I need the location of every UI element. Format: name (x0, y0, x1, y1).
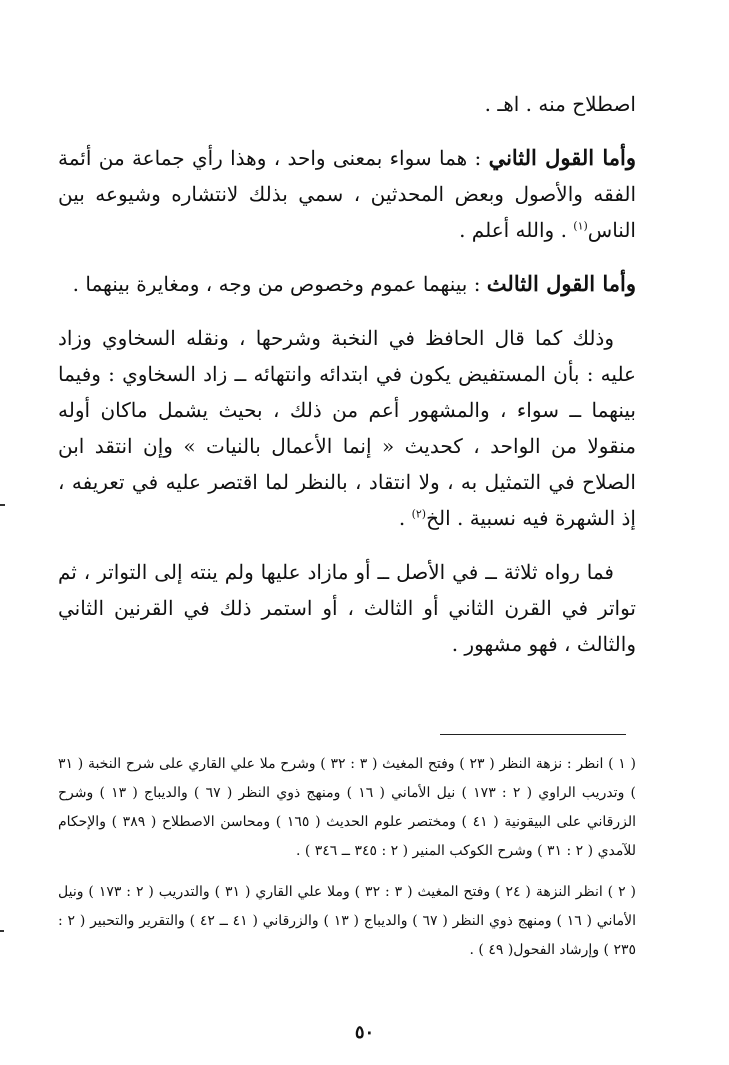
scan-mark (0, 504, 5, 506)
main-text (58, 86, 636, 680)
footnote-ref-2[interactable]: (٢) (411, 507, 427, 521)
paragraph-4-text: وذلك كما قال الحافظ في النخبة وشرحها ، ونقله السخاوي وزاد عليه : بأن المستفيض يكون في ابتدائه وانتهائه ــ زاد السخاوي : وفيما بينهما ــ سواء ، والمشهور أعم من ذلك ، بحيث يشمل ماكان أوله منقولا من الواحد ، كحديث « إنما الأعمال بالنيات » وإن انتقد ابن الصلاح في التمثيل به ، ولا انتقاد ، بالنظر لما اقتصر عليه في تعريفه ، إذ الشهرة فيه نسبية . الخ (58, 326, 636, 530)
paragraph-2-text: : هما سواء بمعنى واحد ، وهذا رأي جماعة من أئمة الفقه والأصول وبعض المحدثين ، سمي بذلك لانتشاره وشيوعه بين الناس (58, 146, 636, 242)
paragraph-3-lead: وأما القول الثالث (486, 271, 636, 296)
paragraph-5 (58, 554, 636, 662)
footnotes (58, 750, 636, 977)
paragraph-1 (58, 86, 636, 122)
footnote-1: ( ١ ) انظر : نزهة النظر ( ٢٣ ) وفتح المغيث ( ٣ : ٣٢ ) وشرح ملا علي القاري على شرح النخبة ( ٣١ ) وتدريب الراوي ( ٢ : ١٧٣ ) نيل الأماني ( ١٦ ) ومنهج ذوي النظر ( ٦٧ ) والديباج ( ١٣ ) وشرح الزرقاني على البيقونية ( ٤١ ) ومختصر علوم الحديث ( ١٦٥ ) ومحاسن الاصطلاح ( ٣٨٩ ) والإحكام للآمدي ( ٢ : ٣١ ) وشرح الكوكب المنير ( ٢ : ٣٤٥ ــ ٣٤٦ ) . (58, 756, 636, 859)
footnote-ref-1[interactable]: (١) (573, 219, 588, 233)
scan-mark (0, 930, 4, 932)
paragraph-2-lead: وأما القول الثاني (488, 145, 636, 170)
paragraph-4 (58, 320, 636, 536)
page-number: ٥٠ (354, 1022, 375, 1043)
footnote-2: ( ٢ ) انظر النزهة ( ٢٤ ) وفتح المغيث ( ٣ : ٣٢ ) وملا علي القاري ( ٣١ ) والتدريب ( ٢ : ١٧٣ ) ونيل الأماني ( ١٦ ) ومنهج ذوي النظر ( ٦٧ ) والديباج ( ١٣ ) والزرقاني ( ٤١ ــ ٤٢ ) والتقرير والتحبير ( ٢ : ٢٣٥ ) وإرشاد الفحول( ٤٩ ) . (58, 884, 637, 958)
footnote-divider (440, 734, 626, 735)
paragraph-2 (58, 140, 636, 248)
paragraph-1-text: اصطلاح منه . اهـ . (484, 92, 636, 116)
paragraph-5-text: فما رواه ثلاثة ــ في الأصل ــ أو مازاد عليها ولم ينته إلى التواتر ، ثم تواتر في القرن الثاني أو الثالث ، أو استمر ذلك في القرنين الثاني والثالث ، فهو مشهور . (58, 560, 636, 656)
paragraph-4-tail: . (398, 506, 412, 530)
paragraph-3-text: : بينهما عموم وخصوص من وجه ، ومغايرة بينهما . (72, 272, 487, 296)
paragraph-3 (58, 266, 636, 302)
paragraph-2-tail: . والله أعلم . (459, 218, 574, 242)
